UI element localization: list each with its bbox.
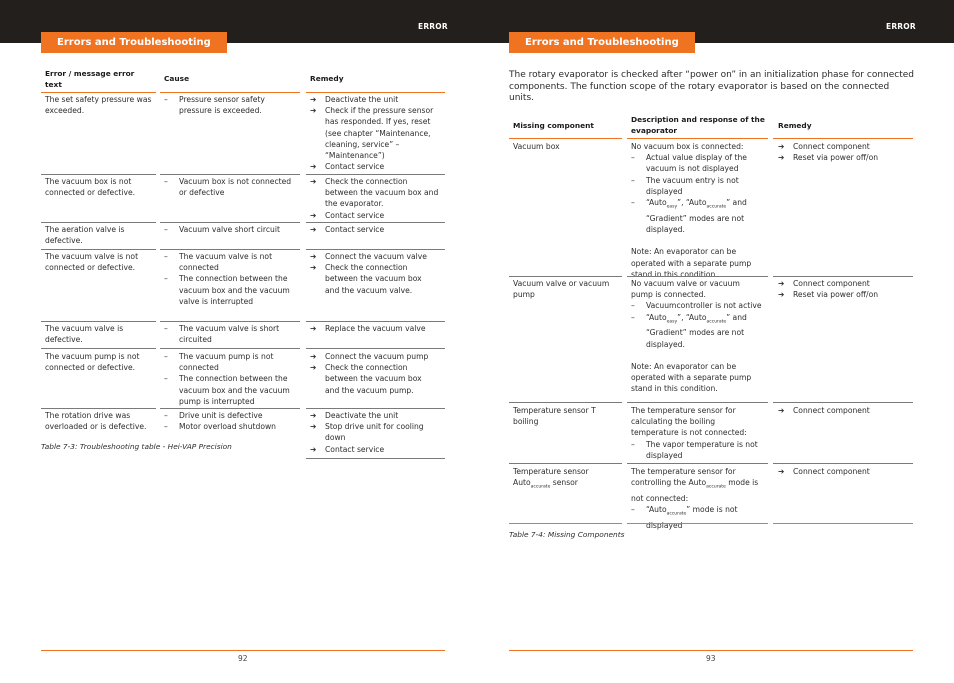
remedy-list	[310, 176, 440, 221]
header-rule	[509, 138, 622, 139]
remedy-item: Check the connection between the vacuum box and the evaporator.	[325, 177, 439, 209]
page-number-left: 92	[238, 654, 248, 663]
row-divider	[160, 348, 300, 349]
cause-item: Vacuum valve short circuit	[179, 225, 280, 234]
remedy-item: Connect the vacuum valve	[325, 252, 427, 261]
remedy-item: Deactivate the unit	[325, 411, 399, 420]
cause-item: The connection between the vacuum box and the vacuum pump is interrupted	[179, 374, 290, 406]
cause-list: – The vacuum pump is not connected – The connection between the vacuum box and the vacuum pump is interrupted	[164, 352, 290, 406]
cause-item: Vacuum box is not connected or defective	[179, 177, 292, 198]
column-header-error: Error / message error text	[45, 69, 135, 89]
table-bottom-rule	[773, 523, 913, 524]
row-divider	[41, 222, 156, 223]
footer-rule-right	[509, 650, 913, 651]
remedy-item: Connect the vacuum pump	[325, 352, 429, 361]
description-item: The vapor temperature is not displayed	[646, 439, 758, 460]
arrow-right-icon: ➔	[310, 411, 317, 420]
arrow-right-icon: ➔	[778, 290, 785, 300]
cause-item: Pressure sensor safety pressure is exceeded.	[179, 95, 265, 116]
row-divider	[160, 321, 300, 322]
remedy-list	[310, 94, 443, 172]
row-divider	[41, 408, 156, 409]
remedy-list	[778, 405, 908, 416]
row-divider	[306, 174, 445, 175]
header-rule	[306, 92, 445, 93]
component-name: Vacuum box	[513, 142, 560, 151]
arrow-right-icon: ➔	[310, 95, 317, 104]
remedy-list	[778, 278, 908, 300]
description-intro: The temperature sensor for calculating the boiling temperature is not connected:	[631, 406, 747, 438]
cause-item: Drive unit is defective	[179, 411, 263, 420]
arrow-right-icon: ➔	[310, 263, 317, 273]
remedy-list	[310, 410, 438, 455]
cause-list: – Pressure sensor safety pressure is exceeded.	[164, 95, 265, 116]
description-item: Actual value display of the vacuum is not displayed	[646, 153, 747, 174]
cause-item: The connection between the vacuum box and the vacuum valve is interrupted	[179, 274, 290, 306]
row-divider	[160, 174, 300, 175]
error-text: The aeration valve is defective.	[45, 225, 125, 246]
remedy-list	[778, 466, 908, 477]
error-text: The vacuum valve is defective.	[45, 324, 124, 345]
remedy-item: Stop drive unit for cooling down	[325, 422, 424, 443]
column-header-description: Description and response of the evaporator	[631, 115, 765, 135]
row-divider	[160, 408, 300, 409]
cause-item: The vacuum valve is short circuited	[179, 324, 280, 345]
table-caption-right: Table 7-4: Missing Components	[509, 530, 625, 539]
header-label-left: ERROR	[418, 22, 448, 31]
component-name: Vacuum valve or vacuum pump	[513, 279, 610, 300]
remedy-list	[310, 323, 443, 334]
arrow-right-icon: ➔	[310, 363, 317, 373]
description-item: “Auto$_{accurate}$” mode is not displayed	[646, 505, 738, 530]
remedy-item: Connect component	[793, 279, 870, 288]
arrow-right-icon: ➔	[778, 406, 785, 415]
section-title-left: Errors and Troubleshooting	[41, 32, 227, 53]
description: No vacuum box is connected: – Actual value display of the vacuum is not displayed – The vacuum entry is not displayed – “Auto$_{easy}$”, “Auto$_{accurate}$” and “Gradient” modes are not displayed. Note: An evaporator can be operated with a separate pump stand in this condition.	[631, 141, 763, 280]
remedy-item: Check if the pressure sensor has responded. If yes, reset (see chapter “Maintenance, cleaning, service” – “Maintenance”)	[325, 106, 434, 161]
header-label-right: ERROR	[886, 22, 916, 31]
row-divider	[627, 402, 768, 403]
arrow-right-icon: ➔	[310, 225, 317, 234]
remedy-list	[310, 351, 438, 396]
row-divider	[306, 321, 445, 322]
remedy-item: Connect component	[793, 467, 870, 476]
section-title-right: Errors and Troubleshooting	[509, 32, 695, 53]
column-header-component: Missing component	[513, 121, 594, 130]
description-note: Note: An evaporator can be operated with a separate pump stand in this condition.	[631, 247, 752, 279]
description-intro: The temperature sensor for controlling the Auto$_{accurate}$ mode is not connected:	[631, 467, 759, 503]
arrow-right-icon: ➔	[310, 352, 317, 361]
description-intro: No vacuum valve or vacuum pump is connected.	[631, 279, 740, 300]
arrow-right-icon: ➔	[310, 252, 317, 261]
row-divider	[773, 402, 913, 403]
header-rule	[627, 138, 768, 139]
row-divider	[306, 348, 445, 349]
arrow-right-icon: ➔	[310, 444, 317, 454]
component-name: Temperature sensor T boiling	[513, 406, 596, 427]
cause-list: – Vacuum box is not connected or defective	[164, 177, 292, 198]
row-divider	[509, 276, 622, 277]
component-name: Temperature sensor Auto$_{accurate}$ sensor	[513, 467, 589, 490]
cause-list: – The vacuum valve is short circuited	[164, 324, 280, 345]
remedy-item: Contact service	[325, 162, 385, 172]
row-divider	[627, 463, 768, 464]
description-item: “Auto$_{easy}$”, “Auto$_{accurate}$” and “Gradient” modes are not displayed.	[646, 312, 747, 349]
header-rule	[160, 92, 300, 93]
description: The temperature sensor for controlling the Auto$_{accurate}$ mode is not connected: – “Auto$_{accurate}$” mode is not displayed	[631, 466, 765, 531]
arrow-right-icon: ➔	[778, 279, 785, 288]
table-caption-left: Table 7-3: Troubleshooting table - Hei-VAP Precision	[41, 442, 232, 451]
arrow-right-icon: ➔	[310, 177, 317, 186]
row-divider	[306, 222, 445, 223]
remedy-item: Contact service	[325, 444, 385, 454]
error-text: The vacuum box is not connected or defective.	[45, 177, 136, 198]
remedy-list	[310, 224, 443, 235]
remedy-item: Check the connection between the vacuum box and the vacuum valve.	[325, 263, 422, 295]
arrow-right-icon: ➔	[310, 106, 317, 116]
remedy-item: Connect component	[793, 406, 870, 415]
error-text: The vacuum pump is not connected or defective.	[45, 352, 140, 373]
description-item: Vacuumcontroller is not active	[646, 301, 762, 311]
row-divider	[41, 348, 156, 349]
description: The temperature sensor for calculating the boiling temperature is not connected: – The vapor temperature is not displayed	[631, 405, 765, 461]
row-divider	[41, 321, 156, 322]
remedy-item: Replace the vacuum valve	[325, 324, 426, 333]
row-divider	[41, 174, 156, 175]
remedy-item: Reset via power off/on	[793, 290, 879, 300]
table-bottom-rule	[509, 523, 622, 524]
arrow-right-icon: ➔	[310, 162, 317, 172]
remedy-item: Contact service	[325, 210, 385, 220]
row-divider	[627, 276, 768, 277]
column-header-remedy: Remedy	[310, 74, 344, 83]
footer-rule-left	[41, 650, 445, 651]
remedy-item: Contact service	[325, 225, 385, 234]
remedy-item: Check the connection between the vacuum box and the vacuum pump.	[325, 363, 422, 395]
description-intro: No vacuum box is connected:	[631, 142, 744, 151]
remedy-item: Deactivate the unit	[325, 95, 399, 104]
cause-list: – The vacuum valve is not connected – The connection between the vacuum box and the vacuum valve is interrupted	[164, 252, 290, 306]
description-note: Note: An evaporator can be operated with a separate pump stand in this condition.	[631, 361, 752, 394]
row-divider	[509, 463, 622, 464]
header-rule	[773, 138, 913, 139]
arrow-right-icon: ➔	[310, 422, 317, 432]
header-rule	[41, 92, 156, 93]
row-divider	[509, 402, 622, 403]
remedy-item: Reset via power off/on	[793, 153, 879, 163]
page-number-right: 93	[706, 654, 716, 663]
error-text: The rotation drive was overloaded or is defective.	[45, 411, 147, 432]
cause-item: The vacuum pump is not connected	[179, 352, 274, 373]
row-divider	[773, 463, 913, 464]
remedy-list	[310, 251, 438, 296]
remedy-item: Connect component	[793, 142, 870, 151]
arrow-right-icon: ➔	[310, 210, 317, 220]
cause-list: – Vacuum valve short circuit	[164, 225, 280, 234]
remedy-list	[778, 141, 908, 163]
cause-item: Motor overload shutdown	[179, 422, 276, 432]
arrow-right-icon: ➔	[778, 467, 785, 476]
row-divider	[160, 222, 300, 223]
row-divider	[306, 408, 445, 409]
row-divider	[41, 249, 156, 250]
row-divider	[160, 249, 300, 250]
row-divider	[306, 458, 445, 459]
error-text: The vacuum valve is not connected or defective.	[45, 252, 139, 273]
row-divider	[306, 249, 445, 250]
cause-item: The vacuum valve is not connected	[179, 252, 273, 273]
arrow-right-icon: ➔	[778, 153, 785, 163]
intro-paragraph: The rotary evaporator is checked after “power on” in an initialization phase for connected components. The function scope of the rotary evaporator is based on the connected units.	[509, 70, 914, 104]
table-bottom-rule	[627, 523, 768, 524]
column-header-remedy: Remedy	[778, 121, 812, 130]
arrow-right-icon: ➔	[778, 142, 785, 151]
description-item: “Auto$_{easy}$”, “Auto$_{accurate}$” and “Gradient” modes are not displayed.	[646, 198, 747, 234]
cause-list: – Drive unit is defective – Motor overload shutdown	[164, 411, 276, 432]
arrow-right-icon: ➔	[310, 324, 317, 333]
description-item: The vacuum entry is not displayed	[646, 175, 739, 196]
row-divider	[773, 276, 913, 277]
column-header-cause: Cause	[164, 74, 190, 83]
error-text: The set safety pressure was exceeded.	[45, 95, 152, 116]
description: No vacuum valve or vacuum pump is connected. – Vacuumcontroller is not active – “Auto$_{easy}$”, “Auto$_{accurate}$” and “Gradient” modes are not displayed. Note: An evaporator can be operated with a separate pump stand in this condition.	[631, 279, 762, 394]
